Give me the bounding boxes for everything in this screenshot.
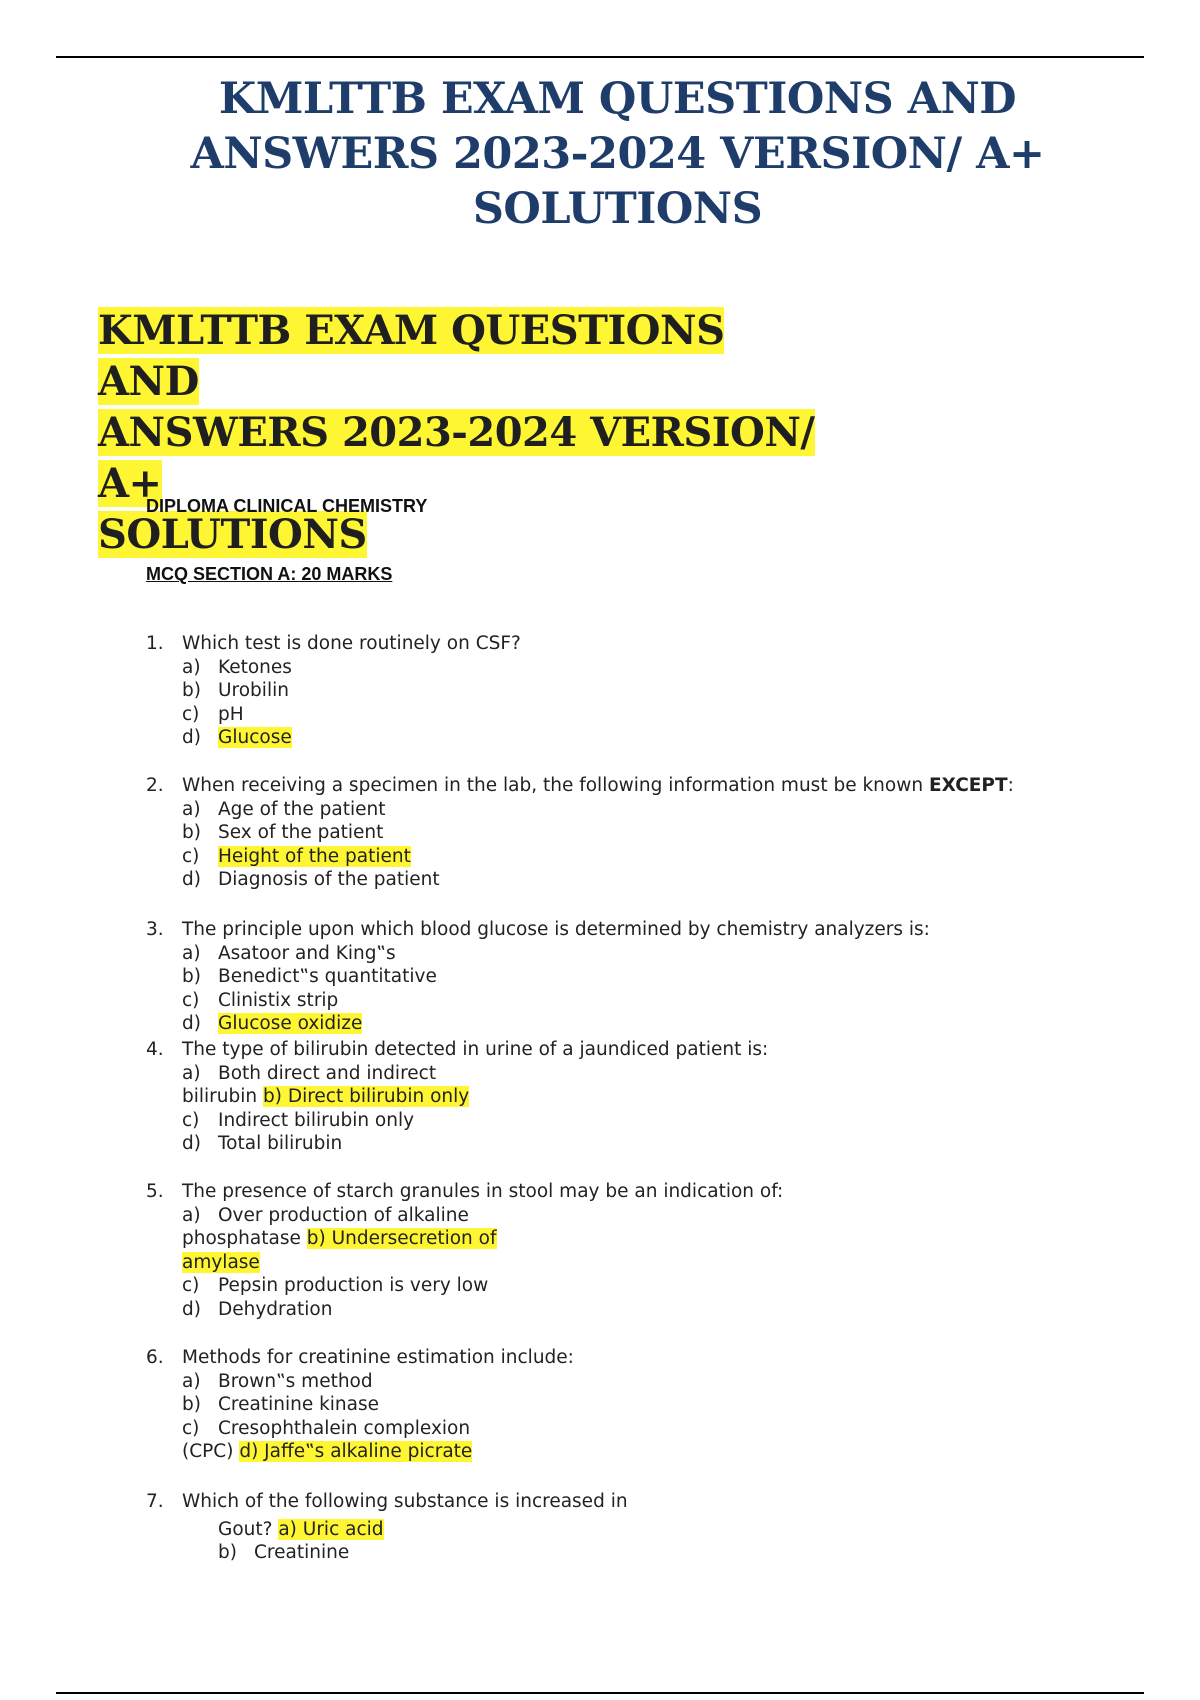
correct-answer: b) Undersecretion of bbox=[306, 1228, 497, 1249]
option-c: c) Height of the patient bbox=[182, 845, 411, 867]
option-wrap-line: bilirubin b) Direct bilirubin only bbox=[182, 1086, 470, 1107]
title-line-1: KMLTTB EXAM QUESTIONS AND bbox=[218, 74, 1017, 124]
option-wrap-line: phosphatase b) Undersecretion of bbox=[182, 1228, 497, 1249]
option-d: d) Glucose bbox=[182, 727, 292, 748]
option-b: b) Benedict‟s quantitative bbox=[182, 966, 437, 987]
question-number: 5. bbox=[146, 1181, 164, 1202]
top-rule bbox=[56, 56, 1144, 58]
correct-answer: Glucose oxidize bbox=[218, 1013, 363, 1034]
question-3 bbox=[146, 918, 930, 1036]
question-text: The type of bilirubin detected in urine of a jaundiced patient is: bbox=[182, 1039, 769, 1060]
option-a: a) Both direct and indirect bbox=[182, 1062, 437, 1084]
option-wrap-line bbox=[146, 1251, 783, 1275]
title-line-2: ANSWERS 2023-2024 VERSION/ A+ bbox=[190, 129, 1045, 179]
page-title bbox=[150, 72, 1085, 237]
question-text-cont: Gout? a) Uric acid bbox=[218, 1518, 384, 1540]
question-number: 2. bbox=[146, 775, 164, 796]
option-a: a) Over production of alkaline bbox=[182, 1204, 469, 1226]
question-6 bbox=[146, 1346, 574, 1464]
correct-answer: a) Uric acid bbox=[278, 1518, 384, 1540]
course-heading: DIPLOMA CLINICAL CHEMISTRY bbox=[146, 496, 428, 516]
question-2: 2. When receiving a specimen in the lab, the following information must be known EXCEPT: a) Age of the patient b) Sex of the patient c) Height of the patient d) Diagnosis of the patient bbox=[146, 775, 1014, 890]
option-d: d) Dehydration bbox=[182, 1298, 333, 1320]
option-b: b) Creatinine bbox=[218, 1542, 350, 1563]
option-wrap-line: (CPC) d) Jaffe‟s alkaline picrate bbox=[182, 1441, 473, 1462]
question-number: 1. bbox=[146, 633, 164, 654]
question-7 bbox=[146, 1490, 628, 1565]
question-text: The principle upon which blood glucose is determined by chemistry analyzers is: bbox=[182, 919, 930, 940]
option-c: c) Indirect bilirubin only bbox=[182, 1109, 415, 1131]
option-d: d) Glucose oxidize bbox=[182, 1013, 363, 1034]
highlighted-title bbox=[98, 305, 838, 560]
question-number: 6. bbox=[146, 1347, 164, 1368]
option-a: a) Asatoor and King‟s bbox=[182, 942, 396, 964]
question-text: The presence of starch granules in stool may be an indication of: bbox=[182, 1181, 784, 1202]
option-a: a) Ketones bbox=[182, 656, 292, 678]
option-a: a) Brown‟s method bbox=[182, 1370, 373, 1392]
question-5 bbox=[146, 1180, 783, 1321]
correct-answer: b) Direct bilirubin only bbox=[263, 1086, 470, 1107]
question-text: Methods for creatinine estimation include: bbox=[182, 1347, 574, 1368]
title-line-3: SOLUTIONS bbox=[472, 184, 763, 234]
option-d: d) Diagnosis of the patient bbox=[182, 869, 440, 890]
highlighted-title-line-3: SOLUTIONS bbox=[98, 511, 367, 558]
question-number: 3. bbox=[146, 919, 164, 940]
option-c: c) Clinistix strip bbox=[182, 989, 339, 1011]
correct-answer: d) Jaffe‟s alkaline picrate bbox=[239, 1441, 473, 1462]
option-c: c) Cresophthalein complexion bbox=[182, 1417, 471, 1439]
correct-answer-cont: amylase bbox=[182, 1251, 260, 1273]
question-emphasis: EXCEPT bbox=[928, 775, 1008, 796]
option-a: a) Age of the patient bbox=[182, 798, 386, 820]
option-b: b) Creatinine kinase bbox=[182, 1394, 380, 1415]
question-1 bbox=[146, 632, 521, 750]
correct-answer: Glucose bbox=[218, 727, 292, 748]
section-heading: MCQ SECTION A: 20 MARKS bbox=[146, 564, 393, 584]
option-d: d) Total bilirubin bbox=[182, 1133, 343, 1154]
option-b: b) Urobilin bbox=[182, 680, 289, 701]
question-number: 4. bbox=[146, 1039, 164, 1060]
question-number: 7. bbox=[146, 1491, 164, 1512]
bottom-rule bbox=[56, 1692, 1144, 1694]
option-c: c) pH bbox=[182, 703, 244, 725]
question-text: Which test is done routinely on CSF? bbox=[182, 633, 521, 654]
option-b: b) Sex of the patient bbox=[182, 822, 384, 843]
question-4 bbox=[146, 1038, 768, 1156]
highlighted-title-line-1: KMLTTB EXAM QUESTIONS AND bbox=[98, 307, 725, 405]
option-c: c) Pepsin production is very low bbox=[182, 1275, 489, 1296]
correct-answer: Height of the patient bbox=[218, 845, 411, 867]
question-text: When receiving a specimen in the lab, the following information must be known bbox=[182, 775, 924, 796]
highlighted-title-line-2: ANSWERS 2023-2024 VERSION/ A+ bbox=[98, 409, 815, 507]
question-text: Which of the following substance is increased in bbox=[182, 1491, 628, 1512]
